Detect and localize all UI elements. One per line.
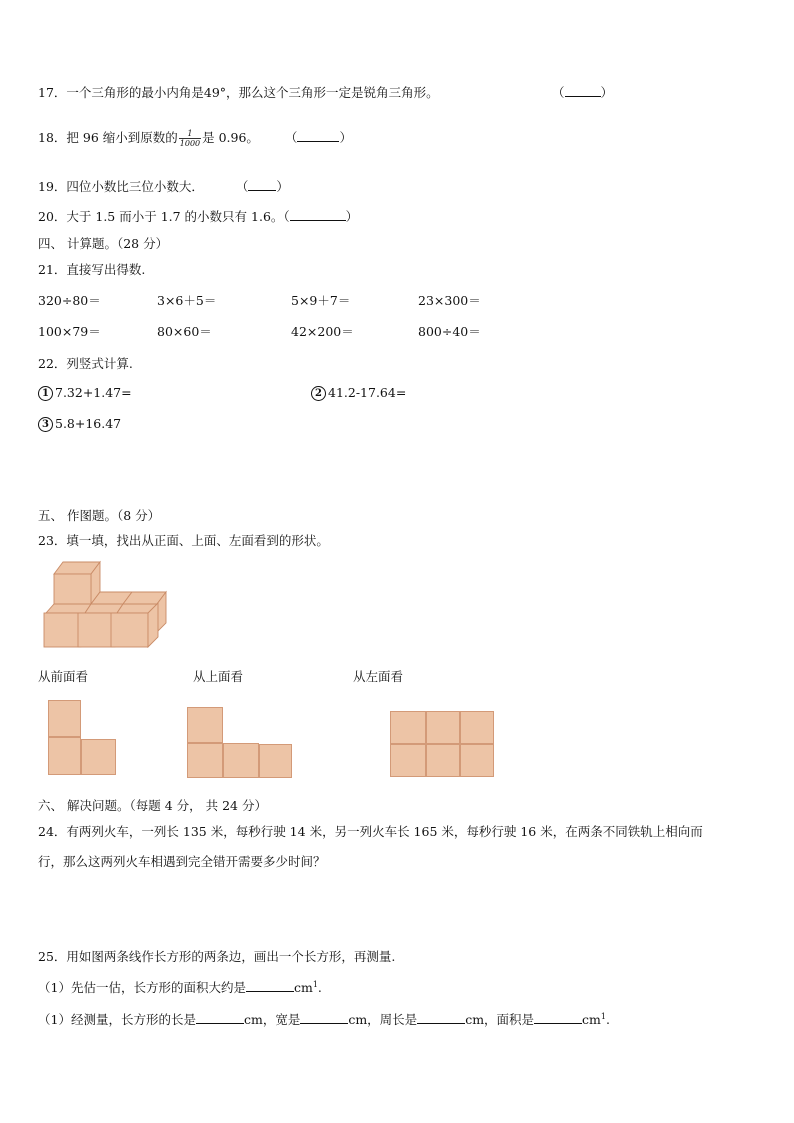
question-24-line-1: 24．有两列火车，一列长 135 米，每秒行驶 14 米，另一列火车长 165 米，每秒行驶 16 米，在两条不同铁轨上相向而 [38, 824, 703, 839]
question-22-prompt: 22．列竖式计算. [38, 356, 133, 371]
answer-blank[interactable] [300, 1011, 348, 1024]
view-square [390, 744, 426, 777]
question-19: 19．四位小数比三位小数大． （ ） [38, 179, 289, 194]
question-20: 20．大于 1.5 而小于 1.7 的小数只有 1.6。（ ） [38, 209, 359, 224]
view-label-front: 从前面看 [38, 669, 89, 684]
view-square [390, 711, 426, 744]
question-23-prompt: 23．填一填，找出从正面、上面、左面看到的形状。 [38, 533, 329, 548]
view-square [187, 743, 223, 778]
section-6-title: 六、 解决问题。（每题 4 分， 共 24 分） [38, 798, 267, 813]
answer-blank[interactable] [246, 979, 294, 992]
view-square [48, 700, 81, 737]
calc-item: 320÷80＝ [38, 293, 101, 308]
calc-item: 100×79＝ [38, 324, 101, 339]
section-4-title: 四、 计算题。（28 分） [38, 236, 169, 251]
view-square [426, 711, 460, 744]
answer-blank[interactable] [290, 208, 346, 221]
question-25-sub-2: （1）经测量，长方形的长是 cm，宽是 cm，周长是 cm，面积是 $cm^1$. [38, 1011, 610, 1027]
circled-number: 1 [38, 386, 53, 401]
view-square [460, 744, 494, 777]
vertical-calc-1: 1 7.32+1.47= [38, 385, 132, 401]
question-25-prompt: 25．用如图两条线作长方形的两条边，画出一个长方形，再测量. [38, 949, 396, 964]
section-5-title: 五、 作图题。（8 分） [38, 508, 161, 523]
calc-item: 42×200＝ [291, 324, 354, 339]
question-21-prompt: 21．直接写出得数. [38, 262, 146, 277]
vertical-calc-3: 3 5.8+16.47 [38, 416, 121, 432]
view-square [223, 743, 259, 778]
question-25-sub-1: （1）先估一估，长方形的面积大约是 $cm^1$. [38, 979, 322, 995]
view-square [426, 744, 460, 777]
view-square [48, 737, 81, 775]
view-square [81, 739, 116, 775]
view-label-top: 从上面看 [193, 669, 244, 684]
view-square [259, 744, 292, 778]
vertical-calc-2: 2 41.2-17.64= [311, 385, 406, 401]
view-square [460, 711, 494, 744]
circled-number: 3 [38, 417, 53, 432]
answer-blank[interactable] [297, 129, 339, 142]
answer-blank[interactable] [534, 1011, 582, 1024]
answer-blank[interactable] [417, 1011, 465, 1024]
question-24-line-2: 行，那么这两列火车相遇到完全错开需要多少时间？ [38, 854, 326, 869]
answer-blank[interactable] [565, 84, 601, 97]
calc-item: 5×9＋7＝ [291, 293, 351, 308]
view-square [187, 707, 223, 743]
cube-stack-figure [40, 558, 174, 652]
calc-item: 3×6＋5＝ [157, 293, 217, 308]
fraction: $\frac{1}{1000}$ [179, 129, 201, 148]
question-17-text: 17．一个三角形的最小内角是49°，那么这个三角形一定是锐角三角形。 [38, 85, 439, 100]
calc-item: 80×60＝ [157, 324, 212, 339]
question-18: 18．把 96 缩小到原数的 $\frac{1}{1000}$ 是 0.96。 （ ） [38, 129, 352, 148]
answer-blank[interactable] [196, 1011, 244, 1024]
question-17 [38, 83, 439, 101]
answer-blank[interactable] [248, 178, 276, 191]
calc-item: 800÷40＝ [418, 324, 481, 339]
view-label-left: 从左面看 [353, 669, 404, 684]
calc-item: 23×300＝ [418, 293, 481, 308]
answer-17[interactable]: （ ） [552, 85, 614, 100]
circled-number: 2 [311, 386, 326, 401]
